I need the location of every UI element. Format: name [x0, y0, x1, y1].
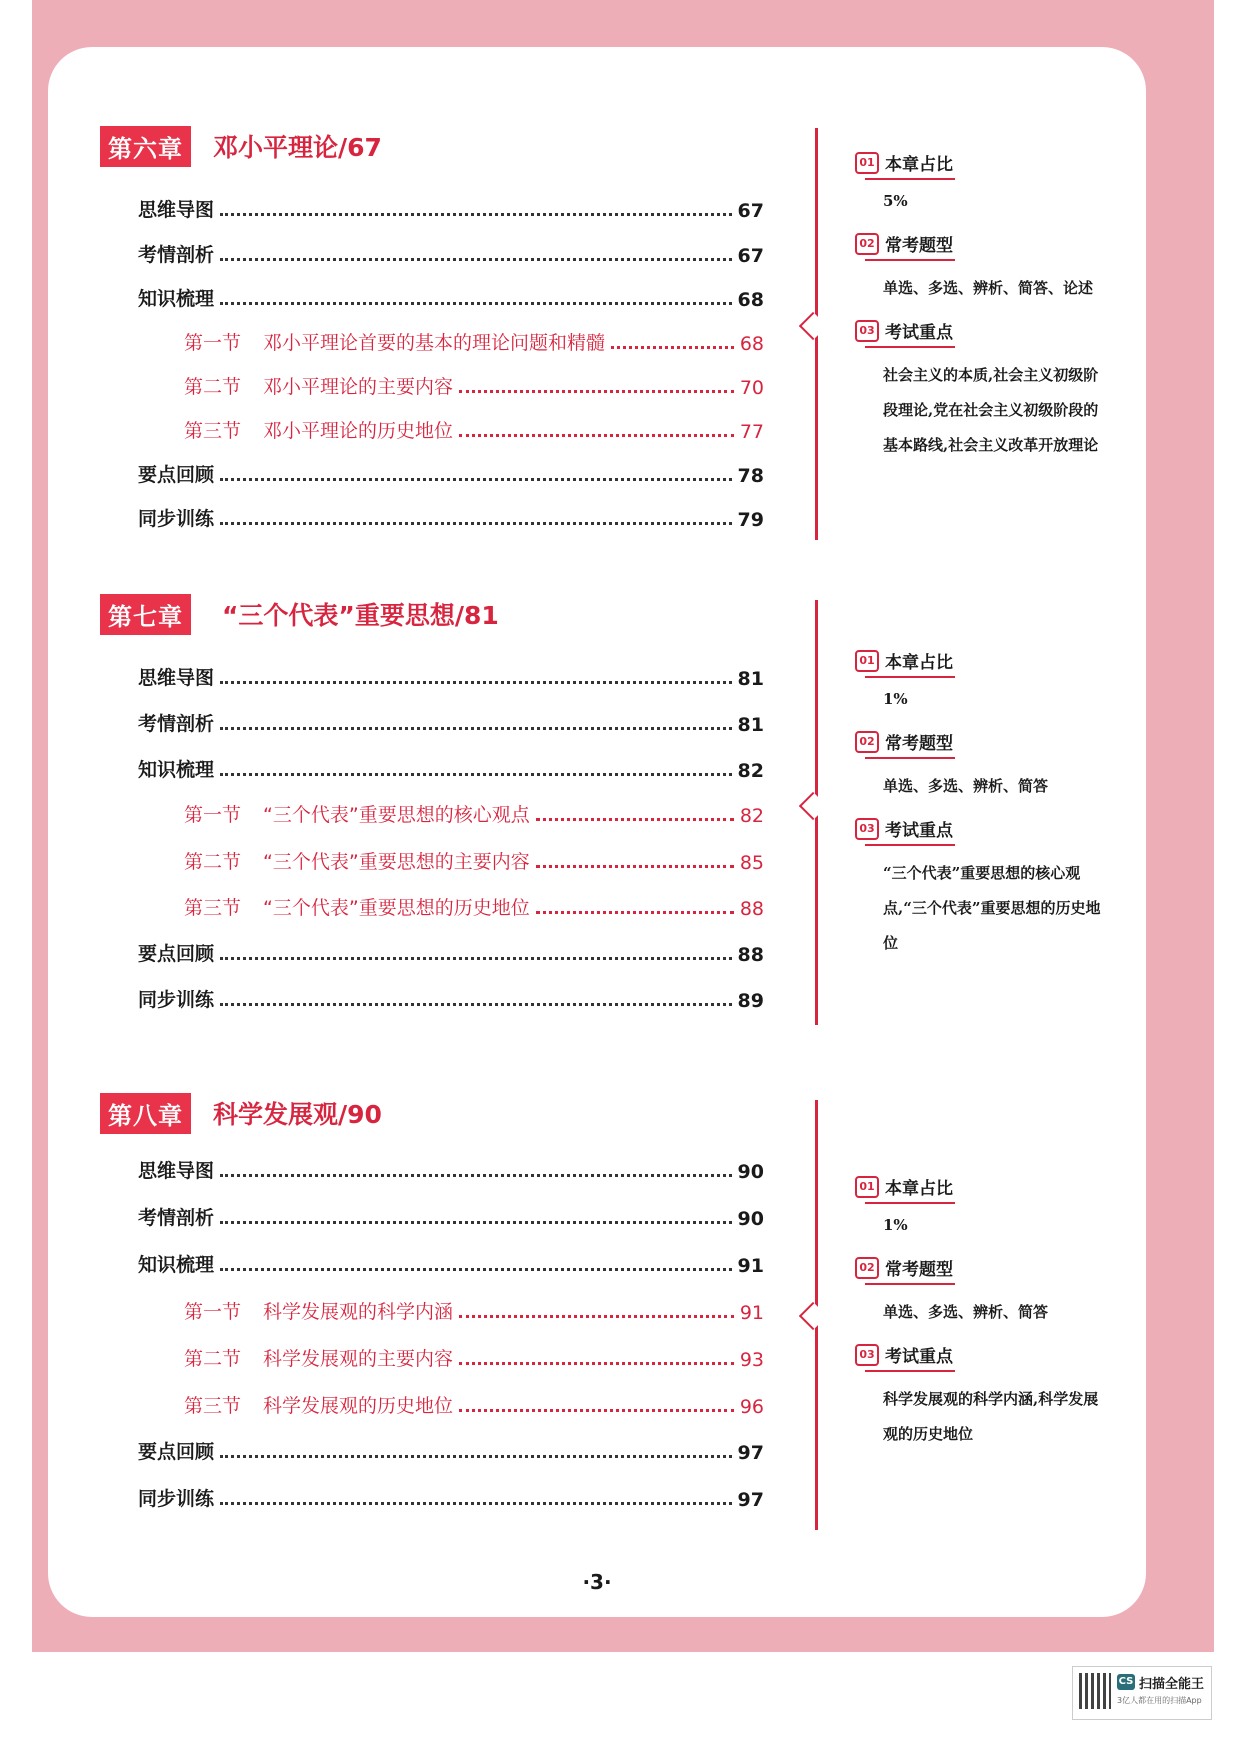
- types-value: 单选、多选、辨析、简答: [883, 777, 1049, 795]
- page-number: ·3·: [582, 1570, 612, 1594]
- toc-row[interactable]: 考情剖析 81: [138, 713, 764, 736]
- focus-value: 科学发展观的科学内涵,科学发展观的历史地位: [883, 1390, 1099, 1443]
- qr-code-icon: [1079, 1673, 1111, 1709]
- chapter-8: [100, 1093, 820, 1511]
- toc-row[interactable]: 考情剖析 67: [138, 244, 764, 267]
- types-label: 常考题型: [885, 236, 953, 256]
- types-label: 常考题型: [885, 734, 953, 754]
- toc-row[interactable]: 知识梳理 68: [138, 288, 764, 311]
- chapter-title: “三个代表”重要思想/81: [222, 601, 499, 630]
- toc-section-row[interactable]: 第三节 “三个代表”重要思想的历史地位 88: [184, 897, 764, 920]
- toc-row[interactable]: 要点回顾 78: [138, 464, 764, 487]
- focus-value: “三个代表”重要思想的核心观点,“三个代表”重要思想的历史地位: [883, 864, 1101, 952]
- ratio-value: 1%: [883, 690, 908, 708]
- number-badge-icon: 01: [855, 152, 879, 174]
- number-badge-icon: 03: [855, 1344, 879, 1366]
- chapter-8-summary: [855, 1172, 1105, 1462]
- focus-label: 考试重点: [885, 1347, 953, 1367]
- focus-label: 考试重点: [885, 323, 953, 343]
- chapter-badge: 第六章: [100, 126, 191, 167]
- toc-row[interactable]: 同步训练 97: [138, 1488, 764, 1511]
- ratio-value: 5%: [883, 192, 908, 210]
- watermark-subtitle: 3亿人都在用的扫描App: [1117, 1696, 1202, 1705]
- types-value: 单选、多选、辨析、简答: [883, 1303, 1049, 1321]
- toc-row[interactable]: 思维导图 67: [138, 199, 764, 222]
- ratio-value: 1%: [883, 1216, 908, 1234]
- toc-section-row[interactable]: 第三节 科学发展观的历史地位 96: [184, 1395, 764, 1418]
- chapter-7: [100, 594, 820, 1012]
- types-label: 常考题型: [885, 1260, 953, 1280]
- chapter-title: 科学发展观/90: [213, 1100, 382, 1129]
- number-badge-icon: 01: [855, 1176, 879, 1198]
- toc-section-row[interactable]: 第一节 邓小平理论首要的基本的理论问题和精髓 68: [184, 332, 764, 355]
- number-badge-icon: 02: [855, 1257, 879, 1279]
- ratio-label: 本章占比: [885, 1179, 953, 1199]
- number-badge-icon: 03: [855, 320, 879, 342]
- chapter-6: [100, 126, 820, 531]
- toc-section-row[interactable]: 第三节 邓小平理论的历史地位 77: [184, 420, 764, 443]
- toc-row[interactable]: 思维导图 90: [138, 1160, 764, 1183]
- toc-section-row[interactable]: 第二节 “三个代表”重要思想的主要内容 85: [184, 851, 764, 874]
- number-badge-icon: 02: [855, 731, 879, 753]
- camscanner-logo-icon: CS: [1117, 1674, 1135, 1690]
- number-badge-icon: 02: [855, 233, 879, 255]
- number-badge-icon: 03: [855, 818, 879, 840]
- chapter-badge: 第八章: [100, 1093, 191, 1134]
- toc-row[interactable]: 要点回顾 88: [138, 943, 764, 966]
- toc-row[interactable]: 知识梳理 91: [138, 1254, 764, 1277]
- toc-row[interactable]: 思维导图 81: [138, 667, 764, 690]
- toc-section-row[interactable]: 第二节 邓小平理论的主要内容 70: [184, 376, 764, 399]
- toc-row[interactable]: 同步训练 79: [138, 508, 764, 531]
- chapter-6-summary: [855, 148, 1105, 473]
- ratio-label: 本章占比: [885, 155, 953, 175]
- toc-section-row[interactable]: 第一节 “三个代表”重要思想的核心观点 82: [184, 804, 764, 827]
- types-value: 单选、多选、辨析、简答、论述: [883, 279, 1094, 297]
- toc-section-row[interactable]: 第二节 科学发展观的主要内容 93: [184, 1348, 764, 1371]
- focus-value: 社会主义的本质,社会主义初级阶段理论,党在社会主义初级阶段的基本路线,社会主义改革开放理论: [883, 366, 1099, 454]
- toc-row[interactable]: 同步训练 89: [138, 989, 764, 1012]
- ratio-label: 本章占比: [885, 653, 953, 673]
- toc-row[interactable]: 要点回顾 97: [138, 1441, 764, 1464]
- scanner-watermark: [1072, 1666, 1212, 1720]
- chapter-title: 邓小平理论/67: [213, 133, 382, 162]
- chapter-7-summary: [855, 646, 1105, 971]
- chapter-badge: 第七章: [100, 594, 191, 635]
- watermark-name: 扫描全能王: [1139, 1677, 1205, 1692]
- toc-row[interactable]: 考情剖析 90: [138, 1207, 764, 1230]
- focus-label: 考试重点: [885, 821, 953, 841]
- number-badge-icon: 01: [855, 650, 879, 672]
- toc-row[interactable]: 知识梳理 82: [138, 759, 764, 782]
- toc-section-row[interactable]: 第一节 科学发展观的科学内涵 91: [184, 1301, 764, 1324]
